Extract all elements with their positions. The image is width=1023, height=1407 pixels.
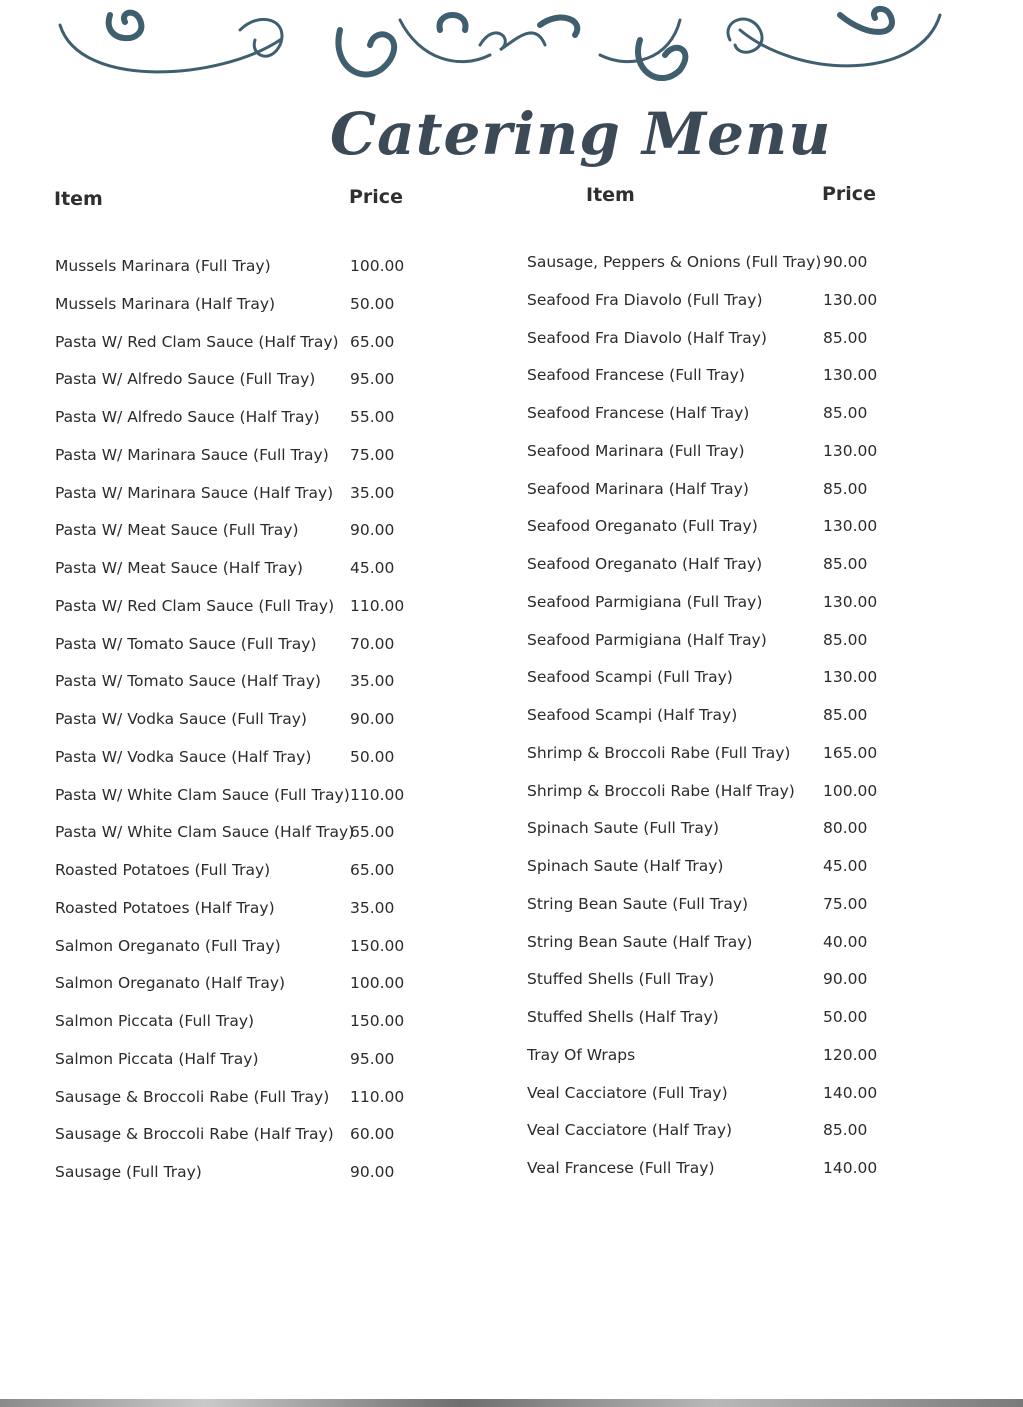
menu-item-name: Pasta W/ Tomato Sauce (Half Tray) <box>55 672 321 691</box>
menu-item-name: Sausage & Broccoli Rabe (Half Tray) <box>55 1125 334 1144</box>
menu-item-price: 85.00 <box>823 1121 868 1140</box>
menu-item-name: Pasta W/ Vodka Sauce (Full Tray) <box>55 710 307 728</box>
menu-item-name: Pasta W/ Alfredo Sauce (Full Tray) <box>55 370 316 389</box>
scan-edge <box>0 1399 1023 1407</box>
menu-item-price: 50.00 <box>350 294 395 313</box>
menu-item-price: 150.00 <box>350 1012 405 1030</box>
menu-item-price: 140.00 <box>823 1083 878 1102</box>
menu-item-name: Sausage & Broccoli Rabe (Full Tray) <box>55 1087 330 1106</box>
menu-item-price: 85.00 <box>823 630 868 649</box>
menu-item-name: Stuffed Shells (Full Tray) <box>527 970 715 989</box>
menu-item-price: 100.00 <box>350 974 405 993</box>
menu-item-name: Seafood Francese (Half Tray) <box>527 404 750 422</box>
menu-item-price: 75.00 <box>350 445 395 464</box>
menu-item-price: 140.00 <box>823 1159 878 1177</box>
menu-item-name: Seafood Fra Diavolo (Full Tray) <box>527 290 763 309</box>
menu-item-name: Mussels Marinara (Full Tray) <box>55 257 271 275</box>
menu-item-price: 110.00 <box>350 785 405 804</box>
left-item-header: Item <box>54 188 103 210</box>
right-price-header: Price <box>822 183 876 205</box>
menu-item-price: 95.00 <box>350 1049 395 1068</box>
menu-item-price: 130.00 <box>823 441 878 460</box>
menu-item-price: 90.00 <box>350 521 395 540</box>
right-item-header: Item <box>586 184 635 206</box>
menu-item-name: Pasta W/ Red Clam Sauce (Full Tray) <box>55 596 335 615</box>
menu-item-price: 85.00 <box>823 404 868 422</box>
menu-item-price: 165.00 <box>823 743 878 762</box>
menu-item-name: Seafood Parmigiana (Full Tray) <box>527 592 763 611</box>
menu-item-name: Pasta W/ Marinara Sauce (Half Tray) <box>55 483 334 502</box>
menu-item-price: 130.00 <box>823 668 878 687</box>
menu-item-price: 65.00 <box>350 823 395 842</box>
menu-item-price: 85.00 <box>823 706 868 724</box>
menu-item-name: Salmon Oreganato (Full Tray) <box>55 936 281 955</box>
menu-item-name: Roasted Potatoes (Full Tray) <box>55 861 271 879</box>
menu-item-price: 100.00 <box>350 257 405 275</box>
menu-item-price: 110.00 <box>350 596 405 615</box>
menu-item-price: 45.00 <box>823 857 868 875</box>
menu-item-price: 65.00 <box>350 332 395 351</box>
menu-item-name: Seafood Scampi (Full Tray) <box>527 668 733 687</box>
menu-item-name: String Bean Saute (Full Tray) <box>527 894 749 913</box>
menu-item-name: Pasta W/ Tomato Sauce (Full Tray) <box>55 634 317 653</box>
menu-title: Catering Menu <box>330 100 832 168</box>
menu-item-price: 130.00 <box>823 592 878 611</box>
menu-item-price: 90.00 <box>823 253 868 271</box>
menu-item-price: 110.00 <box>350 1087 405 1106</box>
menu-item-name: Seafood Oreganato (Half Tray) <box>527 555 763 573</box>
menu-item-price: 130.00 <box>823 517 878 536</box>
menu-item-name: Seafood Scampi (Half Tray) <box>527 706 738 724</box>
menu-item-name: Salmon Piccata (Full Tray) <box>55 1012 255 1030</box>
menu-item-name: Seafood Oreganato (Full Tray) <box>527 517 758 536</box>
menu-item-price: 45.00 <box>350 559 395 577</box>
menu-item-name: Seafood Francese (Full Tray) <box>527 366 745 385</box>
menu-item-name: Pasta W/ Vodka Sauce (Half Tray) <box>55 747 312 766</box>
menu-item-price: 50.00 <box>350 747 395 766</box>
menu-item-price: 70.00 <box>350 634 395 653</box>
menu-item-name: Seafood Marinara (Full Tray) <box>527 441 745 460</box>
menu-item-price: 55.00 <box>350 408 395 426</box>
menu-item-name: Pasta W/ White Clam Sauce (Half Tray) <box>55 823 355 842</box>
menu-item-name: Roasted Potatoes (Half Tray) <box>55 898 275 917</box>
menu-item-price: 100.00 <box>823 781 878 800</box>
menu-item-name: Pasta W/ White Clam Sauce (Full Tray) <box>55 785 350 804</box>
menu-item-price: 75.00 <box>823 894 868 913</box>
menu-item-name: Veal Cacciatore (Half Tray) <box>527 1121 733 1140</box>
left-price-header: Price <box>349 186 403 208</box>
menu-item-name: Seafood Parmigiana (Half Tray) <box>527 630 767 649</box>
menu-item-name: Tray Of Wraps <box>527 1045 636 1064</box>
menu-item-price: 130.00 <box>823 290 878 309</box>
menu-item-price: 95.00 <box>350 370 395 389</box>
menu-item-name: Pasta W/ Meat Sauce (Full Tray) <box>55 521 299 540</box>
menu-item-price: 85.00 <box>823 479 868 498</box>
menu-item-price: 130.00 <box>823 366 878 385</box>
menu-item-price: 90.00 <box>350 1163 395 1181</box>
menu-item-name: Veal Francese (Full Tray) <box>527 1159 715 1177</box>
menu-item-name: Spinach Saute (Half Tray) <box>527 857 724 875</box>
menu-item-name: Pasta W/ Alfredo Sauce (Half Tray) <box>55 408 320 426</box>
menu-item-price: 65.00 <box>350 861 395 879</box>
menu-item-price: 40.00 <box>823 932 868 951</box>
menu-item-name: String Bean Saute (Half Tray) <box>527 932 753 951</box>
menu-item-name: Shrimp & Broccoli Rabe (Full Tray) <box>527 743 791 762</box>
menu-item-name: Pasta W/ Meat Sauce (Half Tray) <box>55 559 303 577</box>
menu-item-name: Spinach Saute (Full Tray) <box>527 819 720 838</box>
menu-item-name: Mussels Marinara (Half Tray) <box>55 294 276 313</box>
menu-item-name: Seafood Fra Diavolo (Half Tray) <box>527 328 767 347</box>
menu-item-price: 60.00 <box>350 1125 395 1144</box>
menu-item-price: 35.00 <box>350 483 395 502</box>
menu-item-name: Sausage (Full Tray) <box>55 1163 202 1181</box>
menu-item-name: Sausage, Peppers & Onions (Full Tray) <box>527 253 822 271</box>
menu-item-price: 85.00 <box>823 328 868 347</box>
menu-item-price: 80.00 <box>823 819 868 838</box>
menu-item-price: 50.00 <box>823 1008 868 1026</box>
menu-item-price: 85.00 <box>823 555 868 573</box>
menu-item-price: 120.00 <box>823 1045 878 1064</box>
menu-item-price: 90.00 <box>350 710 395 728</box>
menu-item-price: 150.00 <box>350 936 405 955</box>
menu-item-name: Seafood Marinara (Half Tray) <box>527 479 749 498</box>
menu-item-name: Salmon Piccata (Half Tray) <box>55 1049 259 1068</box>
menu-item-price: 90.00 <box>823 970 868 989</box>
menu-item-name: Stuffed Shells (Half Tray) <box>527 1008 719 1026</box>
menu-item-name: Salmon Oreganato (Half Tray) <box>55 974 286 993</box>
menu-item-price: 35.00 <box>350 672 395 691</box>
menu-item-name: Pasta W/ Red Clam Sauce (Half Tray) <box>55 332 339 351</box>
menu-item-name: Shrimp & Broccoli Rabe (Half Tray) <box>527 781 795 800</box>
menu-item-name: Veal Cacciatore (Full Tray) <box>527 1083 728 1102</box>
menu-item-name: Pasta W/ Marinara Sauce (Full Tray) <box>55 445 329 464</box>
menu-item-price: 35.00 <box>350 898 395 917</box>
